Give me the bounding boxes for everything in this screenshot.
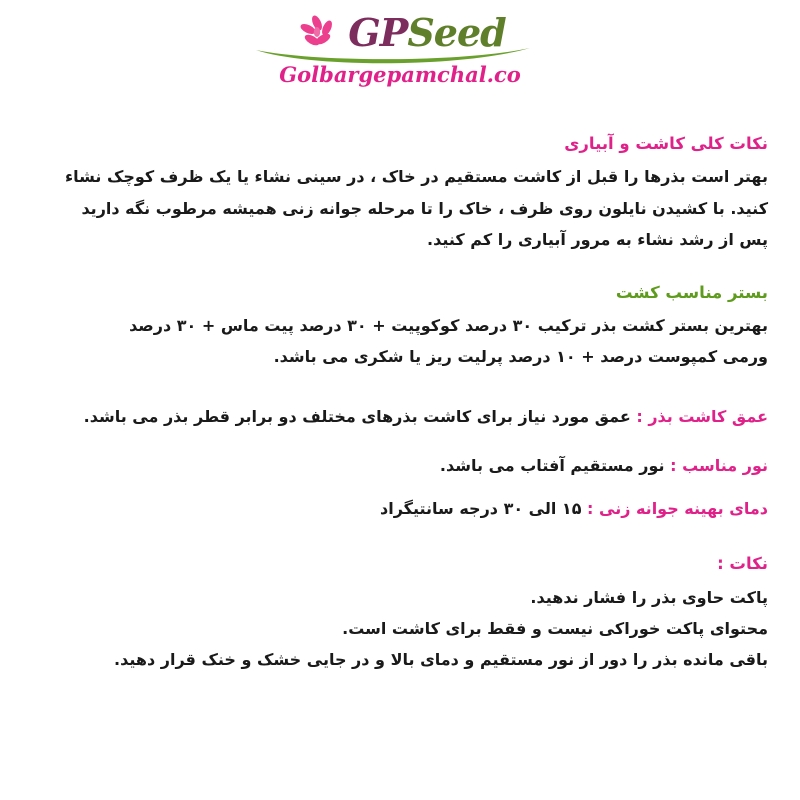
section-growing-medium: [32, 277, 768, 373]
section-general-planting: [32, 128, 768, 255]
logo-wordmark: [348, 10, 506, 55]
logo-wordmark-row: [294, 10, 506, 55]
section-line: پس از رشد نشاء به مرور آبیاری را کم کنید.: [427, 229, 768, 249]
fact-light: [32, 450, 768, 481]
fact-seed-depth: [32, 401, 768, 432]
note-item: پاکت حاوی بذر را فشار ندهید.: [530, 587, 768, 607]
notes-heading: نکات :: [717, 554, 768, 574]
pink-flower-icon: [294, 15, 340, 51]
note-item: محتوای پاکت خوراکی نیست و فقط برای کاشت است.: [342, 618, 768, 638]
instructions-content: [32, 128, 768, 675]
fact-value: نور مستقیم آفتاب می باشد.: [439, 455, 665, 475]
spacer: [32, 481, 768, 493]
section-heading: بستر مناسب کشت: [615, 282, 768, 302]
spacer: [32, 259, 768, 277]
section-heading: نکات کلی کاشت و آبیاری: [564, 134, 768, 153]
fact-value: ۱۵ الی ۳۰ درجه سانتیگراد: [380, 499, 582, 518]
fact-value: عمق مورد نیاز برای کاشت بذرهای مختلف دو برابر قطر بذر می باشد.: [83, 406, 631, 426]
section-line: ورمی کمپوست درصد + ۱۰ درصد پرلیت ریز یا شکری می باشد.: [273, 347, 768, 367]
logo-brand-part2: Seed: [407, 10, 506, 55]
spacer: [32, 524, 768, 542]
section-notes: [32, 548, 768, 675]
fact-label: عمق کاشت بذر :: [636, 406, 768, 426]
logo-subtitle: Golbargepamchal.co: [279, 62, 521, 87]
section-line: بهترین بستر کشت بذر ترکیب ۳۰ درصد کوکوپیت + ۳۰ درصد پیت ماس + ۳۰ درصد: [129, 316, 768, 336]
note-item: باقی مانده بذر را دور از نور مستقیم و دمای بالا و در جایی خشک و خنک قرار دهید.: [114, 649, 768, 669]
fact-label: نور مناسب :: [670, 455, 768, 475]
spacer: [32, 377, 768, 395]
fact-label: دمای بهینه جوانه زنی :: [587, 499, 768, 518]
section-line: بهتر است بذرها را قبل از کاشت مستقیم در خاک ، در سینی نشاء یا یک ظرف کوچک نشاء: [64, 167, 768, 187]
fact-germination-temperature: [32, 493, 768, 524]
section-line: کنید. با کشیدن نایلون روی ظرف ، خاک را تا مرحله جوانه زنی همیشه مرطوب نگه دارید: [81, 198, 768, 218]
brand-logo: [32, 10, 768, 114]
logo-brand-part1: GP: [348, 10, 408, 55]
spacer: [32, 432, 768, 450]
